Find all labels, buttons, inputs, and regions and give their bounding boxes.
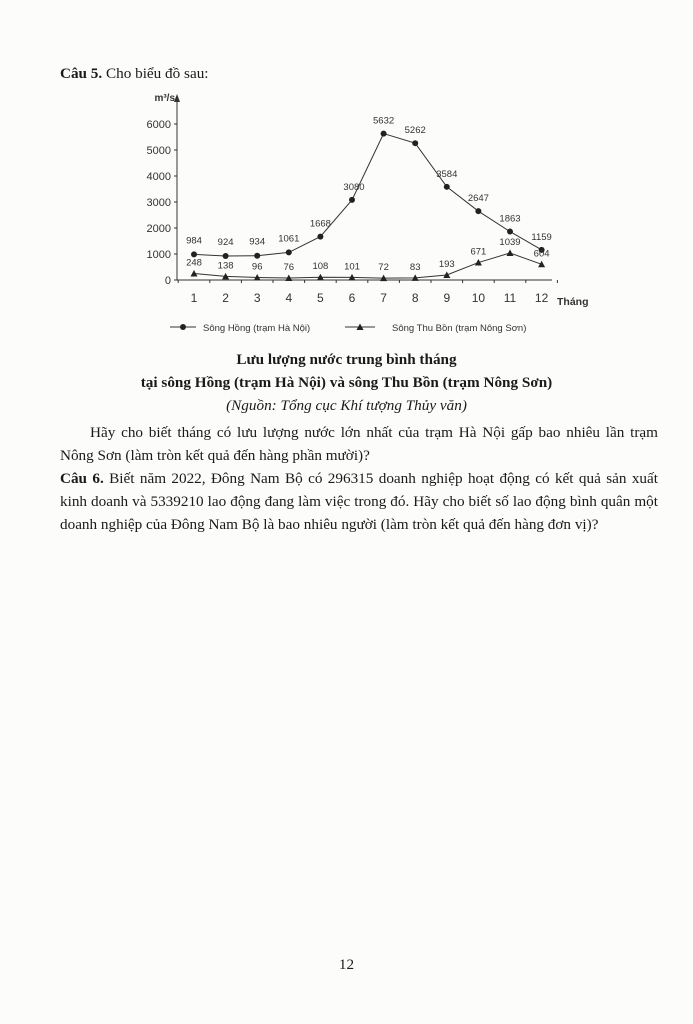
x-tick-label: 12 <box>534 291 549 305</box>
x-tick-label: 6 <box>348 291 356 305</box>
x-tick-label: 1 <box>190 291 198 305</box>
data-label: 72 <box>378 262 389 274</box>
data-label: 96 <box>251 261 263 273</box>
data-label: 83 <box>409 261 421 273</box>
x-tick-label: 7 <box>380 291 387 305</box>
question-6-text: Biết năm 2022, Đông Nam Bộ có 296315 doanh nghiệp hoạt động có kết quả sản xuất kinh doanh và 5339210 lao động đang làm việc trong đó. Hãy cho biết số lao động bình quân một doanh nghiệp của Đông Nam Bộ là bao nhiêu người (làm tròn kết quả đến hàng đơn vị)? <box>60 470 658 533</box>
data-label: 193 <box>438 258 455 270</box>
data-label: 1039 <box>499 236 521 248</box>
x-tick-label: 4 <box>285 291 293 305</box>
x-tick-label: 11 <box>503 291 517 305</box>
data-label: 138 <box>217 260 234 272</box>
x-tick-label: 5 <box>317 291 324 305</box>
x-tick-label: 9 <box>443 291 451 305</box>
x-tick-label: 8 <box>411 291 419 305</box>
line-chart <box>0 0 693 345</box>
data-label: 984 <box>186 235 202 247</box>
y-tick-label: 6000 <box>146 119 171 131</box>
data-label: 3584 <box>436 168 458 180</box>
series-line-1 <box>194 253 542 278</box>
data-label: 2647 <box>467 193 489 205</box>
question-5-text: Hãy cho biết tháng có lưu lượng nước lớn nhất của trạm Hà Nội gấp bao nhiêu lần trạm Nông Sơn (làm tròn kết quả đến hàng phần mười)? <box>60 424 658 464</box>
data-label: 76 <box>283 262 295 274</box>
data-label: 5262 <box>404 125 426 137</box>
data-point-circle <box>254 253 260 259</box>
y-tick-label: 3000 <box>146 197 171 209</box>
data-point-circle <box>317 234 323 240</box>
data-point-circle <box>507 229 513 235</box>
data-label: 924 <box>217 236 234 248</box>
series-line-0 <box>194 134 542 256</box>
data-label: 3080 <box>343 181 365 193</box>
x-tick-label: 10 <box>471 291 486 305</box>
data-point-circle <box>191 251 197 257</box>
x-axis-label: Tháng <box>557 296 589 308</box>
data-point-circle <box>381 131 387 137</box>
data-label: 101 <box>344 261 360 273</box>
data-label: 5632 <box>373 115 395 127</box>
question-5-intro-text: Cho biểu đồ sau: <box>102 65 209 82</box>
data-label: 671 <box>470 246 487 258</box>
y-tick-label: 4000 <box>146 171 171 183</box>
data-label: 604 <box>533 248 550 260</box>
question-6-label: Câu 6. <box>60 470 104 487</box>
data-point-circle <box>475 208 481 214</box>
data-point-circle <box>349 197 355 203</box>
data-point-circle <box>444 184 450 190</box>
data-label: 248 <box>186 257 202 269</box>
x-tick-label: 2 <box>222 291 229 305</box>
legend-label-0: Sông Hồng (trạm Hà Nội) <box>203 323 311 334</box>
data-label: 108 <box>312 261 329 273</box>
legend-marker-circle <box>180 324 186 330</box>
chart-caption-line1: Lưu lượng nước trung bình tháng <box>236 351 457 368</box>
data-label: 1863 <box>499 213 521 225</box>
legend-label-1: Sông Thu Bồn (trạm Nông Sơn) <box>392 323 527 334</box>
question-6 <box>60 467 658 536</box>
data-point-circle <box>412 140 418 146</box>
data-point-triangle <box>538 261 545 268</box>
y-tick-label: 0 <box>164 275 171 287</box>
data-label: 934 <box>249 236 266 248</box>
data-point-circle <box>223 253 229 259</box>
chart-caption-line2: tại sông Hồng (trạm Hà Nội) và sông Thu Bồn (trạm Nông Sơn) <box>140 374 553 391</box>
data-label: 1159 <box>531 231 552 243</box>
chart-source: (Nguồn: Tổng cục Khí tượng Thủy văn) <box>226 397 467 414</box>
y-axis-label: m³/s <box>154 93 175 104</box>
y-tick-label: 2000 <box>146 223 171 235</box>
data-point-triangle <box>507 249 514 256</box>
data-label: 1668 <box>309 218 331 230</box>
data-point-circle <box>286 249 292 255</box>
y-tick-label: 1000 <box>146 249 171 261</box>
question-5-label: Câu 5. <box>60 65 103 82</box>
page-number: 12 <box>338 956 355 973</box>
y-tick-label: 5000 <box>146 145 171 157</box>
data-label: 1061 <box>278 233 300 245</box>
x-tick-label: 3 <box>253 291 261 305</box>
